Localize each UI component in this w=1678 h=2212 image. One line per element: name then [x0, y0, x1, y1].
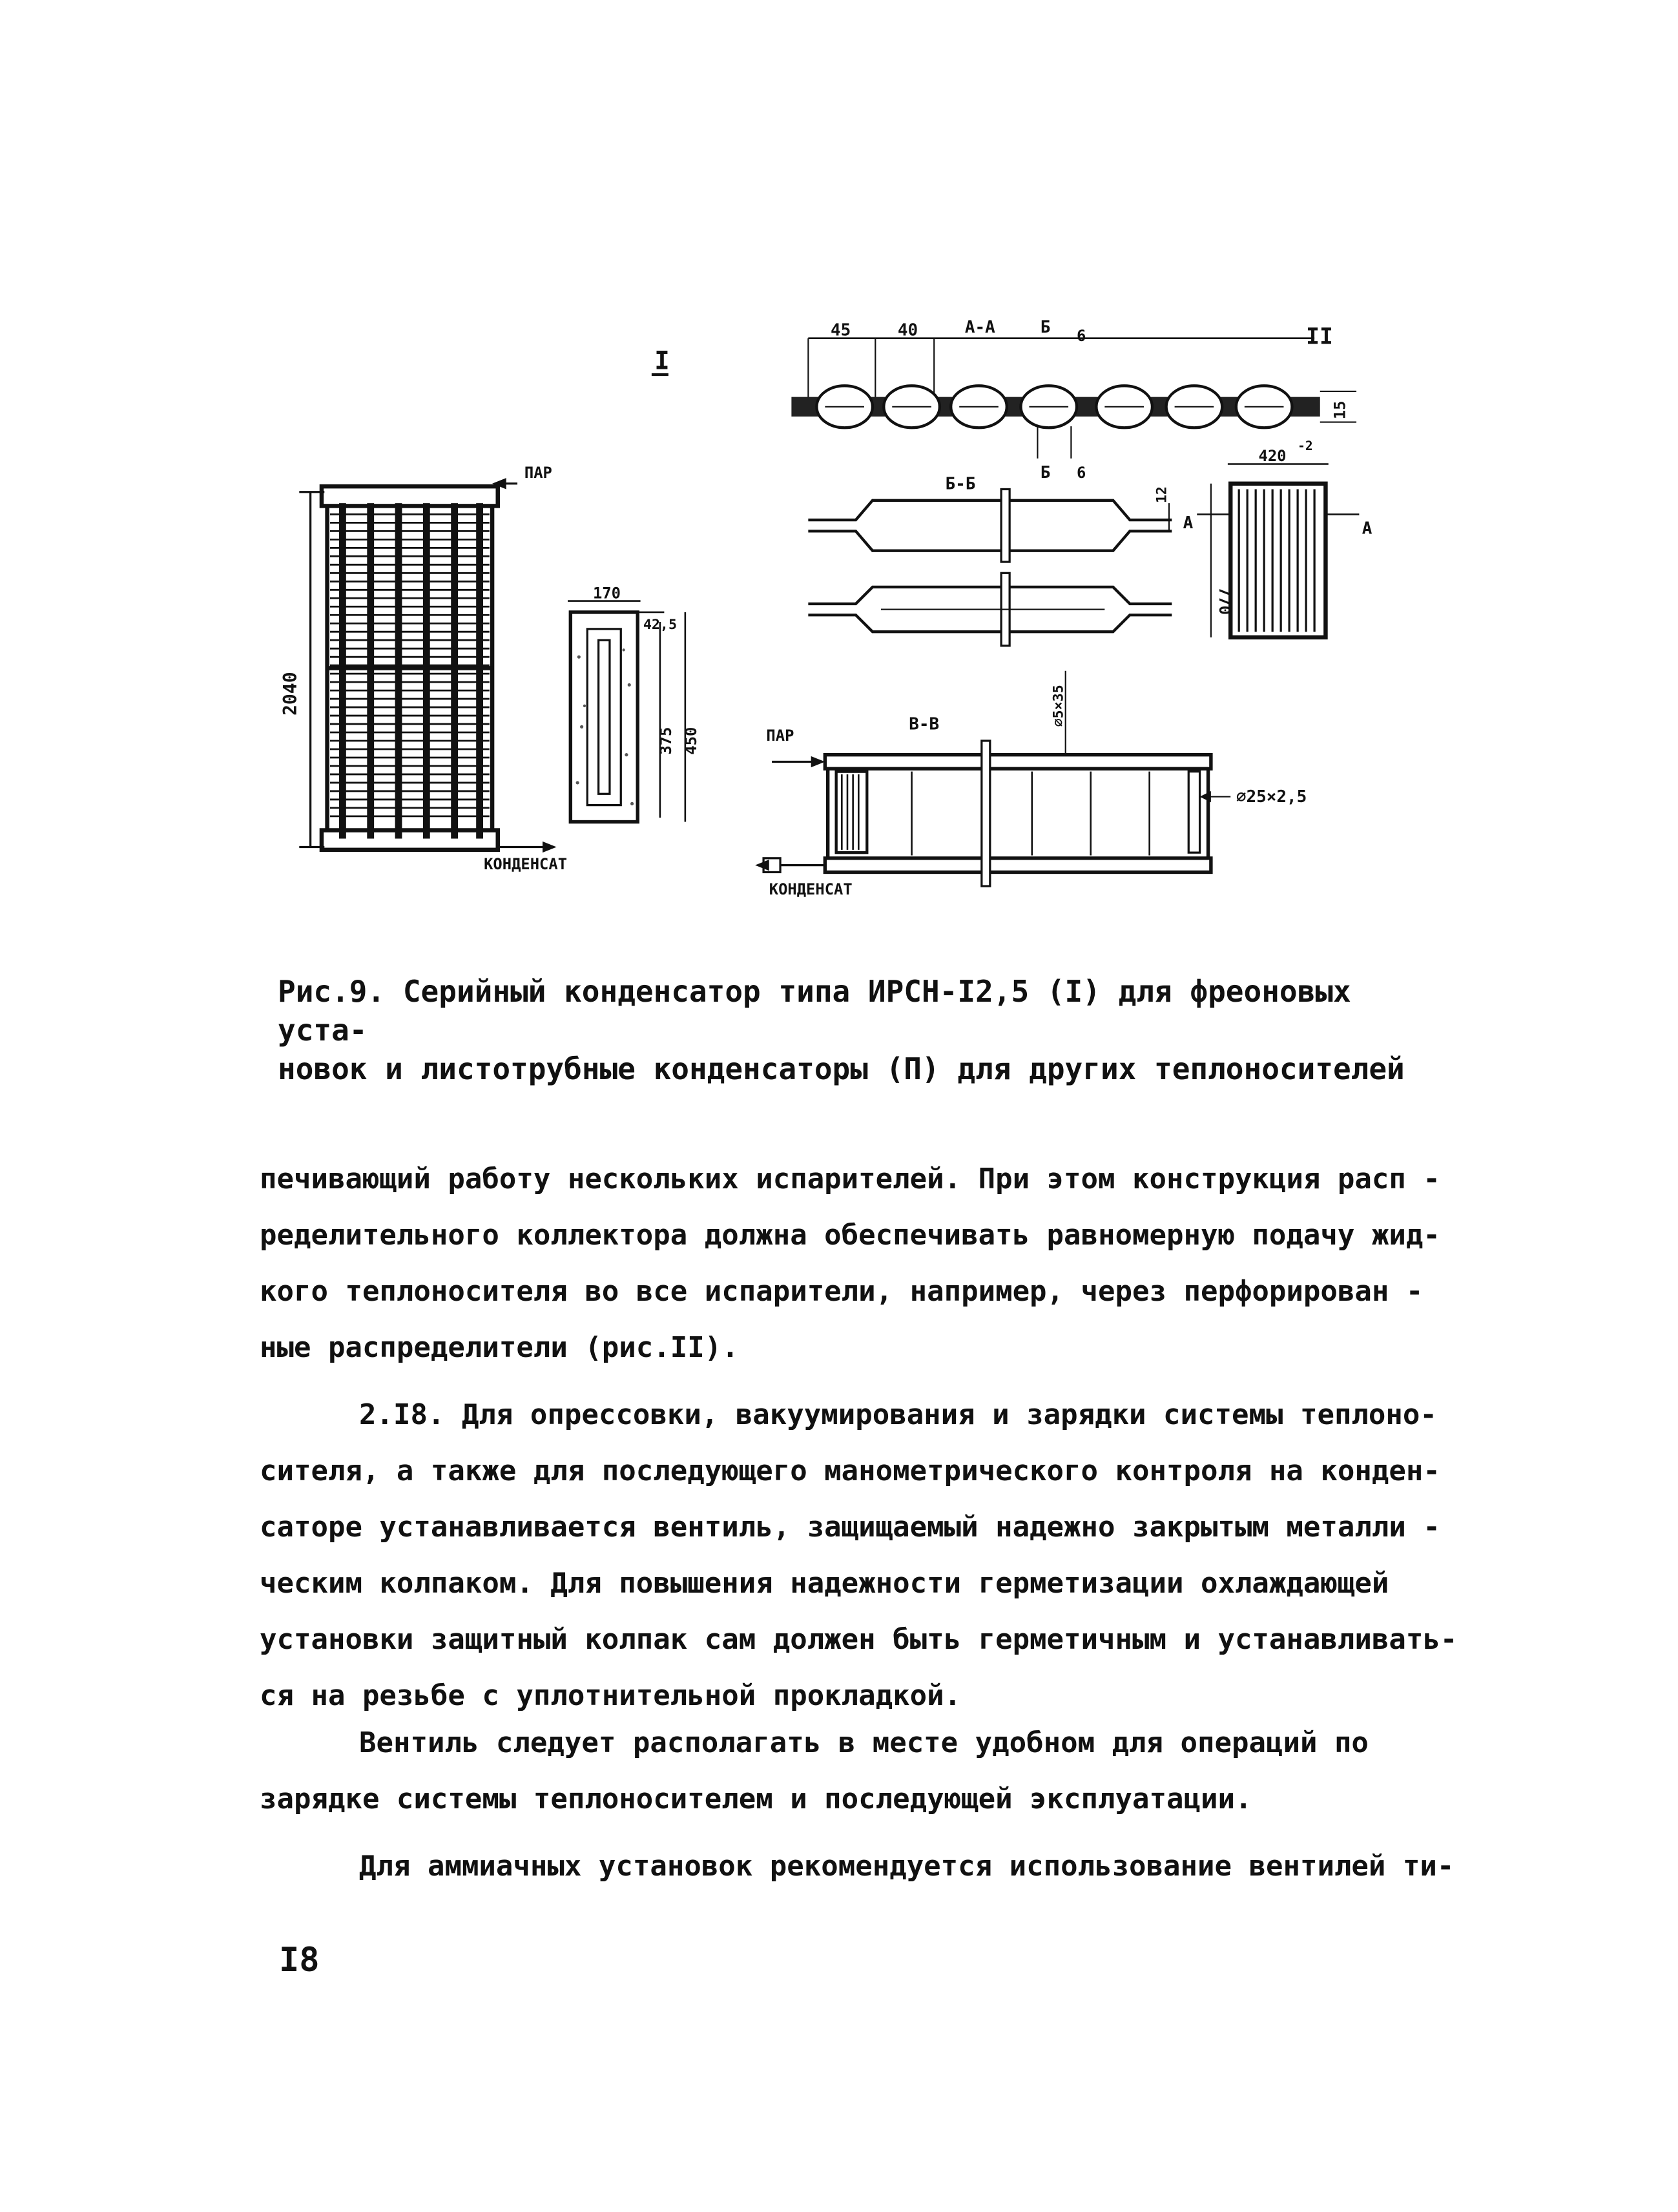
section-v-v-label: В-В	[909, 714, 940, 734]
section-v-v	[755, 671, 1307, 898]
dim-gap-12: 12	[1154, 486, 1170, 504]
mark-a-right: А	[1362, 519, 1372, 539]
dim-width-420-tol: -2	[1298, 438, 1313, 453]
steam-label-2: ПАР	[766, 727, 794, 745]
figure-caption	[278, 972, 1408, 1088]
dim-pipe-25: ⌀25×2,5	[1236, 787, 1307, 807]
page-number: I8	[279, 1941, 320, 1979]
figure-9-drawing	[0, 0, 1678, 936]
body-line-8: ческим колпаком. Для повышения надежности герметизации охлаждающей	[260, 1567, 1389, 1600]
part-2-label: II	[1306, 324, 1333, 350]
dim-width-42-5: 42,5	[643, 616, 677, 633]
dim-height-total: 2040	[279, 672, 301, 716]
condensate-label-2: КОНДЕНСАТ	[769, 880, 853, 899]
steam-label-1: ПАР	[524, 464, 552, 482]
body-line-7: саторе устанавливается вентиль, защищаемый надежно закрытым металли -	[260, 1511, 1440, 1544]
body-line-9: установки защитный колпак сам должен быть герметичным и устанавливать-	[260, 1623, 1458, 1656]
section-a-a-label: А-А	[964, 318, 995, 338]
body-line-1: печивающий работу нескольких испарителей. При этом конструкция расп -	[260, 1163, 1440, 1195]
dim-height-375: 375	[657, 727, 676, 755]
body-line-3: кого теплоносителя во все испарители, например, через перфорирован -	[260, 1275, 1424, 1308]
plate-condenser-panel	[1197, 439, 1372, 637]
dim-width-170: 170	[592, 584, 621, 603]
section-b-b	[808, 474, 1193, 645]
dim-height-770: 770	[1215, 586, 1234, 615]
body-line-12: зарядке системы теплоносителем и последующей эксплуатации.	[260, 1783, 1252, 1815]
body-line-4: ные распределители (рис.II).	[260, 1331, 739, 1364]
dim-gap-6-bottom: 6	[1077, 464, 1086, 482]
body-line-6: сителя, а также для последующего манометрического контроля на конден-	[260, 1454, 1440, 1487]
mark-a-left: А	[1183, 513, 1194, 533]
body-line-2: ределительного коллектора должна обеспечивать равномерную подачу жид-	[260, 1219, 1440, 1252]
body-line-13: Для аммиачных установок рекомендуется использование вентилей ти-	[359, 1850, 1455, 1883]
condensate-label-1: КОНДЕНСАТ	[484, 855, 568, 874]
caption-line-1: Рис.9. Серийный конденсатор типа ИРСН-I2,5 (I) для фреоновых уста-	[278, 974, 1351, 1048]
mark-b-bottom: Б	[1040, 463, 1051, 483]
section-b-b-label: Б-Б	[945, 474, 976, 494]
dim-height-450: 450	[682, 727, 701, 755]
dim-gap-6-top: 6	[1077, 327, 1086, 346]
dim-width-420: 420	[1258, 447, 1287, 466]
dim-pitch-40: 40	[897, 320, 918, 340]
body-line-11: Вентиль следует располагать в месте удобном для операций по	[359, 1726, 1369, 1759]
finned-condenser-front-view	[280, 464, 567, 873]
caption-line-2: новок и листотрубные конденсаторы (П) для других теплоносителей	[278, 1051, 1405, 1086]
body-line-5: 2.I8. Для опрессовки, вакуумирования и зарядки системы теплоно-	[359, 1398, 1437, 1431]
dim-thickness-15: 15	[1331, 400, 1349, 420]
finned-condenser-side-view	[568, 584, 700, 822]
dim-pipe-5: ⌀5×35	[1050, 685, 1067, 727]
dim-pitch-45: 45	[831, 320, 851, 340]
body-line-10: ся на резьбе с уплотнительной прокладкой.	[260, 1679, 962, 1712]
mark-b-top: Б	[1040, 318, 1051, 338]
part-1-label: I	[654, 346, 670, 376]
